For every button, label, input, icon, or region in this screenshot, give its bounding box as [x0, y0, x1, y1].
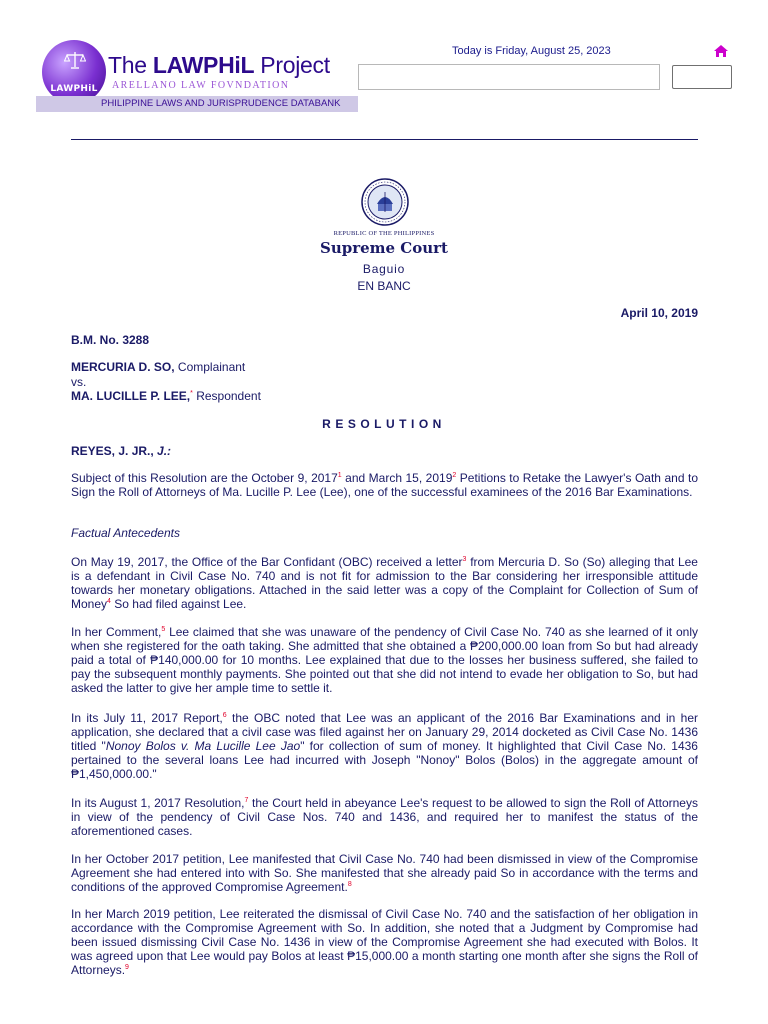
paragraph-5 [71, 796, 698, 838]
paragraph-text: Petitions to Retake the Lawyer's Oath and to Sign the Roll of Attorneys of Ma. Lucille P. Lee (Lee), one of the successful examinees of the 2016 Bar Examinations. [71, 471, 698, 499]
paragraph-text: from Mercuria D. So (So) alleging that Lee is a defendant in Civil Case No. 740 and is not fit for admission to the Bar considering her irresponsible attitude towards her monetary obligations. Attached in the said letter was a copy of the Complaint for Collection of Sum of Money [71, 555, 698, 611]
lawphil-emblem [42, 40, 106, 104]
paragraph-3 [71, 625, 698, 695]
paragraph-text: In its August 1, 2017 Resolution, [71, 796, 245, 810]
paragraph-2 [71, 555, 698, 611]
court-name: Supreme Court [320, 239, 448, 257]
footnote-ref[interactable]: 5 [161, 626, 166, 633]
scales-of-justice-icon [64, 50, 86, 70]
footnote-ref[interactable]: 4 [107, 598, 111, 605]
supreme-court-seal-icon [361, 178, 409, 226]
paragraph-text: the Court held in abeyance Lee's request to be allowed to sign the Roll of Attorneys in view of the pendency of Civil Case Nos. 740 and 1436, and required her to manifest the status of the aforementioned cases. [71, 796, 698, 838]
footnote-ref[interactable]: 2 [452, 472, 457, 479]
republic-label: REPUBLIC OF THE PHILIPPINES [333, 230, 435, 237]
footnote-ref[interactable]: 8 [347, 881, 352, 888]
paragraph-text: In its July 11, 2017 Report, [71, 711, 223, 725]
respondent-line: MA. LUCILLE P. LEE,* Respondent [71, 389, 261, 403]
versus-label: vs. [71, 375, 87, 389]
ponente: REYES, J. JR., J.: [71, 444, 172, 458]
paragraph-text: Lee claimed that she was unaware of the pendency of Civil Case No. 740 as she learned of it only when she registered for the oath taking. She admitted that she obtained a ₱200,000.00 loan from So but had already paid a total of ₱140,000.00 for 10 months. Lee explained that due to the losses her business suffered, she failed to pay the subsequent monthly payments. She pointed out that she did not intend to evade her obligation to So, but had asked the latter to give her ample time to settle it. [71, 625, 698, 695]
paragraph-text: and March 15, 2019 [341, 471, 453, 485]
paragraph-4 [71, 711, 698, 781]
paragraph-text: Subject of this Resolution are the October 9, 2017 [71, 471, 338, 485]
paragraph-text: On May 19, 2017, the Office of the Bar Confidant (OBC) received a letter [71, 555, 463, 569]
footnote-ref[interactable]: 6 [222, 712, 227, 719]
resolution-title: RESOLUTION [322, 417, 446, 431]
home-icon[interactable] [713, 44, 729, 58]
paragraph-text: In her Comment, [71, 625, 162, 639]
paragraph-text: In her March 2019 petition, Lee reiterated the dismissal of Civil Case No. 740 and the satisfaction of her obligation in accordance with the Compromise Agreement with So. In addition, she noted that a Judgment by Compromise had been issued dismissing Civil Case No. 1436 in view of the Compromise Agreement she had executed with Bolos. It was agreed upon that Lee would pay Bolos at least ₱15,000.00 a month starting one month after she signs the Roll of Attorneys. [71, 907, 698, 977]
site-tagline: PHILIPPINE LAWS AND JURISPRUDENCE DATABANK [101, 98, 341, 109]
paragraph-1 [71, 471, 698, 499]
footnote-ref[interactable]: 7 [244, 797, 249, 804]
court-division: EN BANC [357, 279, 411, 293]
lawphil-logo[interactable] [36, 40, 358, 112]
section-heading: Factual Antecedents [71, 526, 180, 540]
footnote-ref[interactable]: 3 [462, 556, 467, 563]
emblem-text: LAWPHiL [50, 84, 98, 94]
paragraph-7 [71, 907, 698, 977]
site-subtitle: ARELLANO LAW FOVNDATION [112, 80, 290, 91]
site-title: The LAWPHiL Project [108, 52, 330, 78]
decision-date: April 10, 2019 [620, 306, 698, 320]
paragraph-text: In her October 2017 petition, Lee manifested that Civil Case No. 740 had been dismissed in view of the Compromise Agreement she had entered into with So. She manifested that she already paid So in accordance with the terms and conditions of the approved Compromise Agreement. [71, 852, 698, 894]
paragraph-text: So had filed against Lee. [110, 597, 247, 611]
case-number: B.M. No. 3288 [71, 333, 150, 347]
complainant-line: MERCURIA D. SO, Complainant [71, 360, 246, 374]
tagline-band [36, 96, 358, 112]
footnote-ref[interactable]: 1 [337, 472, 342, 479]
search-button[interactable] [672, 65, 732, 89]
case-title: Nonoy Bolos v. Ma Lucille Lee Jao [105, 739, 301, 753]
footnote-ref[interactable]: 9 [125, 964, 129, 971]
today-date: Today is Friday, August 25, 2023 [452, 45, 611, 57]
site-header [0, 0, 768, 120]
paragraph-text: " for collection of sum of money. It highlighted that Civil Case No. 1436 pertained to the several loans Lee had incurred with Joseph "Nonoy" Bolos (Bolos) in the aggregate amount of ₱1,450,000.00." [71, 739, 698, 781]
header-divider [71, 139, 698, 140]
court-city: Baguio [362, 262, 406, 276]
paragraph-text: the OBC noted that Lee was an applicant of the 2016 Bar Examinations and in her application, she declared that a civil case was filed against her on January 29, 2014 docketed as Civil Case No. 1436 titled " [71, 711, 698, 753]
search-input[interactable] [358, 64, 660, 90]
paragraph-6 [71, 852, 698, 894]
